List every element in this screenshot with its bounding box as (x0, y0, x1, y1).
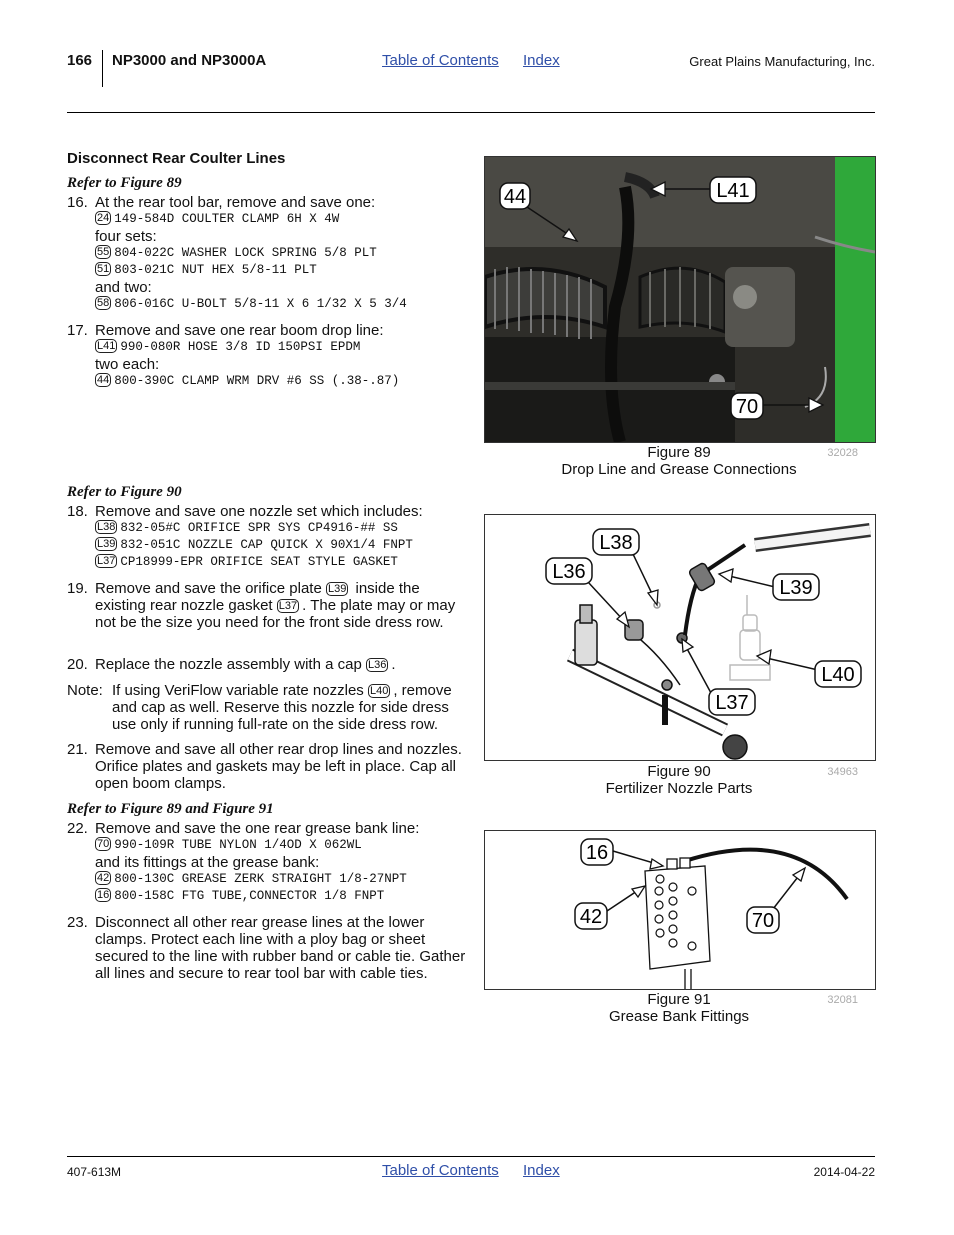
step-subtext: four sets: (95, 228, 157, 245)
callout-badge: L39 (327, 583, 347, 595)
figure-id: 34963 (827, 766, 858, 778)
step-text: Remove and save the orifice plate (95, 580, 326, 597)
step-number: 21. (67, 741, 88, 758)
step-number: 17. (67, 322, 88, 339)
callout-L41: L41 (716, 180, 750, 202)
part-line (95, 373, 467, 390)
section-title: Disconnect Rear Coulter Lines (67, 150, 286, 167)
figure-id: 32028 (827, 447, 858, 459)
part-desc: 832-05#C ORIFICE SPR SYS CP4916-## SS (120, 521, 398, 535)
callout-16: 16 (585, 842, 609, 864)
figure-89-caption (484, 444, 874, 478)
figure-title: Grease Bank Fittings (608, 1008, 750, 1025)
part-line (95, 296, 467, 313)
callout-badge: L37 (278, 600, 298, 612)
callout-70: 70 (751, 910, 775, 932)
step-number: 19. (67, 580, 88, 597)
callout-badge: 44 (97, 374, 110, 386)
step-text: inside the existing rear nozzle gasket (95, 580, 420, 614)
callout-badge: L36 (367, 659, 387, 671)
doc-date: 2014-04-22 (813, 1165, 875, 1179)
callout-42: 42 (579, 906, 603, 928)
header-rule (67, 112, 875, 113)
step-subtext: two each: (95, 356, 160, 373)
callout-badge: 42 (97, 872, 110, 884)
part-line (95, 339, 467, 356)
part-line (95, 211, 467, 228)
header-toc-link[interactable]: Table of Contents (382, 52, 499, 69)
callout-L38: L38 (599, 532, 633, 554)
refer-figure-89-91: Refer to Figure 89 and Figure 91 (67, 801, 274, 817)
refer-figure-90: Refer to Figure 90 (67, 484, 182, 500)
part-desc: 800-158C FTG TUBE,CONNECTOR 1/8 FNPT (114, 889, 385, 903)
part-desc: 800-130C GREASE ZERK STRAIGHT 1/8-27NPT (114, 872, 407, 886)
part-line (95, 554, 467, 571)
part-desc: 990-109R TUBE NYLON 1/4OD X 062WL (114, 838, 362, 852)
company-name: Great Plains Manufacturing, Inc. (689, 54, 875, 69)
header-divider (102, 50, 103, 87)
figure-title: Drop Line and Grease Connections (561, 461, 797, 478)
part-desc: 149-584D COULTER CLAMP 6H X 4W (114, 212, 340, 226)
footer-rule (67, 1156, 875, 1157)
part-desc: CP18999-EPR ORIFICE SEAT STYLE GASKET (120, 555, 398, 569)
figure-89-illustration (485, 157, 875, 442)
step-text: Remove and save the one rear grease bank line: (95, 820, 420, 837)
step-text: . The plate may or may not be the size you need for the front side dress row. (95, 597, 456, 631)
step-22 (67, 820, 467, 905)
part-desc: 804-022C WASHER LOCK SPRING 5/8 PLT (114, 246, 377, 260)
step-18 (67, 503, 467, 571)
step-number: 18. (67, 503, 88, 520)
figure-91-image (484, 830, 876, 990)
callout-badge: L40 (369, 685, 389, 697)
figure-title: Fertilizer Nozzle Parts (605, 780, 753, 797)
step-number: 22. (67, 820, 88, 837)
product-title: NP3000 and NP3000A (112, 52, 267, 69)
part-line (95, 537, 467, 554)
note-text: , remove and cap as well. Reserve this nozzle for side dress use only if running full-rate on the side dress row. (112, 682, 452, 733)
figure-90-image (484, 514, 876, 761)
step-17 (67, 322, 467, 390)
figure-91-illustration (485, 831, 875, 989)
callout-badge: L39 (97, 538, 116, 550)
part-desc: 990-080R HOSE 3/8 ID 150PSI EPDM (120, 340, 361, 354)
callout-badge: L37 (97, 555, 116, 567)
callout-badge: L38 (97, 521, 116, 533)
figure-id: 32081 (827, 994, 858, 1006)
step-20 (67, 656, 467, 673)
step-16 (67, 194, 467, 313)
doc-id: 407-613M (67, 1165, 122, 1179)
figure-label: Figure 91 (647, 991, 711, 1008)
step-text: Remove and save one rear boom drop line: (95, 322, 384, 339)
step-number: 16. (67, 194, 88, 211)
figure-91-caption (484, 991, 874, 1025)
figure-label: Figure 89 (647, 444, 711, 461)
callout-badge: 70 (97, 838, 110, 850)
step-text: Disconnect all other rear grease lines at the lower clamps. Protect each line with a ploy bag or sheet secured to the line with rubber band or cable tie. Gather all lines and secure to rear tool bar with cable ties. (95, 914, 466, 982)
part-line (95, 520, 467, 537)
part-desc: 800-390C CLAMP WRM DRV #6 SS (.38-.87) (114, 374, 400, 388)
note (67, 682, 467, 733)
step-subtext: and two: (95, 279, 152, 296)
part-desc: 806-016C U-BOLT 5/8-11 X 6 1/32 X 5 3/4 (114, 297, 407, 311)
figure-90-illustration (485, 515, 875, 760)
callout-badge: 51 (97, 263, 110, 275)
part-line (95, 245, 467, 262)
step-19 (67, 580, 467, 631)
callout-70: 70 (735, 396, 759, 418)
callout-L39: L39 (779, 577, 813, 599)
step-23 (67, 914, 467, 982)
part-line (95, 837, 467, 854)
part-line (95, 871, 467, 888)
part-desc: 832-051C NOZZLE CAP QUICK X 90X1/4 FNPT (120, 538, 413, 552)
part-line (95, 888, 467, 905)
step-text: . (391, 656, 396, 673)
page-number: 166 (67, 52, 93, 69)
callout-badge: 24 (97, 212, 110, 224)
callout-L40: L40 (821, 664, 855, 686)
callout-badge: 58 (97, 297, 110, 309)
refer-figure-89: Refer to Figure 89 (67, 175, 182, 191)
step-number: 20. (67, 656, 88, 673)
figure-90-caption (484, 763, 874, 797)
step-subtext: and its fittings at the grease bank: (95, 854, 320, 871)
footer-index-link[interactable]: Index (523, 1162, 560, 1179)
footer-toc-link[interactable]: Table of Contents (382, 1162, 499, 1179)
header-index-link[interactable]: Index (523, 52, 560, 69)
step-text: Remove and save one nozzle set which includes: (95, 503, 423, 520)
part-desc: 803-021C NUT HEX 5/8-11 PLT (114, 263, 317, 277)
part-line (95, 262, 467, 279)
callout-L37: L37 (715, 692, 749, 714)
step-21 (67, 741, 467, 792)
figure-label: Figure 90 (647, 763, 711, 780)
step-text: At the rear tool bar, remove and save one: (95, 194, 376, 211)
callout-44: 44 (503, 186, 527, 208)
step-text: Replace the nozzle assembly with a cap (95, 656, 366, 673)
callout-L36: L36 (552, 561, 586, 583)
callout-badge: L41 (97, 340, 116, 352)
step-number: 23. (67, 914, 88, 931)
note-text: If using VeriFlow variable rate nozzles (112, 682, 368, 699)
figure-89-image (484, 156, 876, 443)
note-label: Note: (67, 682, 103, 699)
callout-badge: 55 (97, 246, 110, 258)
callout-badge: 16 (97, 889, 110, 901)
step-text: Remove and save all other rear drop lines and nozzles. Orifice plates and gaskets may be left in place. Cap all open boom clamps. (95, 741, 462, 792)
